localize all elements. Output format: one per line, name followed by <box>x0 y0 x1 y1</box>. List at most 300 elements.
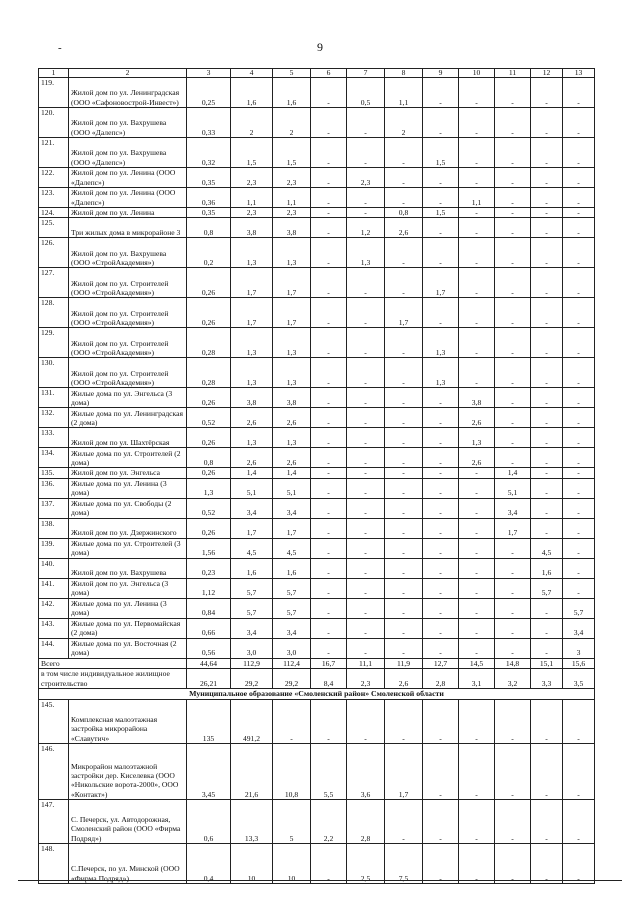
row-description: Жилой дом по ул. Строителей (ООО «СтройАкадемия») <box>69 358 187 388</box>
row-value: 1,3 <box>459 428 495 448</box>
row-value: 13,3 <box>231 799 273 843</box>
row-value: 1,56 <box>187 538 231 558</box>
row-value: - <box>495 388 531 408</box>
row-value: 3,4 <box>273 498 311 518</box>
row-value: 2,6 <box>273 408 311 428</box>
row-number: 140. <box>39 558 69 578</box>
column-header: 12 <box>531 69 563 78</box>
table-row <box>39 638 595 658</box>
totals-row <box>39 668 595 688</box>
row-value: - <box>423 298 459 328</box>
row-value: - <box>385 168 423 188</box>
row-value: 3,8 <box>273 218 311 238</box>
row-value: 0,26 <box>187 468 231 478</box>
row-value: - <box>495 428 531 448</box>
table-row <box>39 558 595 578</box>
row-value: - <box>563 268 595 298</box>
row-value: 0,66 <box>187 618 231 638</box>
row-value: - <box>495 538 531 558</box>
row-value: 1,6 <box>273 78 311 108</box>
totals-value: 11,9 <box>385 658 423 668</box>
row-value: 1,5 <box>423 138 459 168</box>
row-value: - <box>495 558 531 578</box>
row-value: - <box>495 218 531 238</box>
row-number: 139. <box>39 538 69 558</box>
table-row <box>39 188 595 208</box>
row-value: 2,3 <box>231 208 273 218</box>
row-value: - <box>347 468 385 478</box>
row-value: 1,6 <box>531 558 563 578</box>
table-row <box>39 138 595 168</box>
row-value: - <box>311 208 347 218</box>
row-value: - <box>563 518 595 538</box>
row-value: 3,4 <box>563 618 595 638</box>
row-value: - <box>385 448 423 468</box>
row-value: - <box>563 388 595 408</box>
row-value: - <box>563 138 595 168</box>
row-description: Жилой дом по ул. Ленина <box>69 208 187 218</box>
row-value: 2,6 <box>231 448 273 468</box>
row-value: - <box>563 498 595 518</box>
totals-value: 2,3 <box>347 668 385 688</box>
row-value: - <box>563 328 595 358</box>
row-value: 5,7 <box>273 578 311 598</box>
row-value: 10 <box>273 843 311 883</box>
row-value: - <box>311 478 347 498</box>
row-value: - <box>495 328 531 358</box>
row-value: - <box>531 518 563 538</box>
table-row <box>39 468 595 478</box>
table-row <box>39 478 595 498</box>
row-value: - <box>311 843 347 883</box>
row-value: - <box>311 218 347 238</box>
row-value: - <box>347 298 385 328</box>
row-value: - <box>311 188 347 208</box>
row-value: 1,3 <box>231 328 273 358</box>
row-value: 1,3 <box>273 328 311 358</box>
table-row <box>39 328 595 358</box>
row-value: 2,3 <box>273 208 311 218</box>
row-number: 127. <box>39 268 69 298</box>
totals-value: 14,5 <box>459 658 495 668</box>
row-value: - <box>347 108 385 138</box>
row-value: 0,52 <box>187 498 231 518</box>
row-value: 1,7 <box>385 298 423 328</box>
totals-value: 112,9 <box>231 658 273 668</box>
row-value: - <box>459 208 495 218</box>
row-value: - <box>563 578 595 598</box>
row-number: 123. <box>39 188 69 208</box>
totals-label: Всего <box>39 658 187 668</box>
totals-value: 11,1 <box>347 658 385 668</box>
row-value: - <box>385 598 423 618</box>
row-number: 133. <box>39 428 69 448</box>
row-value: 3,8 <box>231 388 273 408</box>
row-value: - <box>347 358 385 388</box>
row-value: - <box>347 208 385 218</box>
row-value: - <box>459 558 495 578</box>
row-value: - <box>531 328 563 358</box>
row-value: - <box>423 108 459 138</box>
row-value: - <box>311 328 347 358</box>
row-value: - <box>563 78 595 108</box>
column-header: 3 <box>187 69 231 78</box>
row-value: - <box>459 138 495 168</box>
totals-value: 16,7 <box>311 658 347 668</box>
row-description: Жилой дом по ул. Строителей (ООО «СтройАкадемия») <box>69 268 187 298</box>
row-value: 1,5 <box>231 138 273 168</box>
row-description: Жилые дома по ул. Ленина (3 дома) <box>69 478 187 498</box>
row-value: - <box>347 328 385 358</box>
row-description: Жилые дома по ул. Первомайская (2 дома) <box>69 618 187 638</box>
row-value: - <box>423 638 459 658</box>
footer-rule <box>18 880 622 881</box>
row-value: - <box>459 78 495 108</box>
row-value: - <box>347 699 385 743</box>
column-header: 13 <box>563 69 595 78</box>
table-row <box>39 598 595 618</box>
row-value: 0,84 <box>187 598 231 618</box>
row-value: 0,26 <box>187 518 231 538</box>
row-value: - <box>563 298 595 328</box>
row-value: - <box>531 478 563 498</box>
row-value: - <box>311 358 347 388</box>
row-value: - <box>347 538 385 558</box>
row-value: - <box>423 538 459 558</box>
row-value: - <box>423 743 459 799</box>
row-value: - <box>531 618 563 638</box>
row-value: 5,7 <box>273 598 311 618</box>
table-row <box>39 218 595 238</box>
row-value: - <box>563 468 595 478</box>
row-value: 3,6 <box>347 743 385 799</box>
row-value: 0,8 <box>385 208 423 218</box>
row-value: - <box>423 188 459 208</box>
row-value: 1,3 <box>273 428 311 448</box>
row-value: - <box>495 108 531 138</box>
row-value: - <box>459 578 495 598</box>
row-value: 0,36 <box>187 188 231 208</box>
row-description: Жилые дома по ул. Строителей (3 дома) <box>69 538 187 558</box>
row-description: Жилой дом по ул. Вахрушева (ООО «СтройАкадемия») <box>69 238 187 268</box>
row-number: 134. <box>39 448 69 468</box>
row-value: 1,7 <box>273 518 311 538</box>
row-value: - <box>531 238 563 268</box>
row-value: - <box>423 558 459 578</box>
row-value: - <box>423 468 459 478</box>
row-value: 1,7 <box>273 268 311 298</box>
row-value: - <box>423 168 459 188</box>
row-value: - <box>385 498 423 518</box>
row-value: 7,5 <box>385 843 423 883</box>
totals-value: 2,6 <box>385 668 423 688</box>
row-value: 491,2 <box>231 699 273 743</box>
row-value: - <box>563 188 595 208</box>
row-value: 1,1 <box>385 78 423 108</box>
table-row <box>39 498 595 518</box>
row-value: - <box>311 468 347 478</box>
totals-label: в том числе индивидуальное жилищное строительство <box>39 668 187 688</box>
row-value: 0,6 <box>187 799 231 843</box>
row-value: - <box>563 799 595 843</box>
row-number: 142. <box>39 598 69 618</box>
row-value: 1,3 <box>347 238 385 268</box>
row-number: 144. <box>39 638 69 658</box>
row-value: 3,8 <box>231 218 273 238</box>
totals-value: 44,64 <box>187 658 231 668</box>
row-number: 135. <box>39 468 69 478</box>
row-value: 0,23 <box>187 558 231 578</box>
row-value: - <box>495 598 531 618</box>
row-value: 1,3 <box>423 358 459 388</box>
row-number: 141. <box>39 578 69 598</box>
row-value: - <box>495 843 531 883</box>
row-value: - <box>495 799 531 843</box>
row-value: - <box>459 298 495 328</box>
row-value: - <box>311 108 347 138</box>
row-value: 0,56 <box>187 638 231 658</box>
row-value: 2,6 <box>459 448 495 468</box>
row-value: - <box>531 218 563 238</box>
row-value: 1,5 <box>273 138 311 168</box>
row-value: 2 <box>273 108 311 138</box>
row-value: 3,4 <box>231 498 273 518</box>
row-value: - <box>385 358 423 388</box>
section-title: Муниципальное образование «Смоленский район» Смоленской области <box>39 688 595 699</box>
row-value: - <box>273 699 311 743</box>
row-value: 1,4 <box>231 468 273 478</box>
row-value: - <box>423 78 459 108</box>
row-value: - <box>563 168 595 188</box>
row-value: - <box>311 78 347 108</box>
row-value: - <box>347 618 385 638</box>
row-value: - <box>423 518 459 538</box>
totals-row <box>39 658 595 668</box>
row-value: - <box>531 208 563 218</box>
row-value: - <box>311 168 347 188</box>
row-value: - <box>531 843 563 883</box>
row-value: - <box>311 448 347 468</box>
row-value: 1,7 <box>273 298 311 328</box>
row-value: - <box>459 498 495 518</box>
row-value: 10 <box>231 843 273 883</box>
column-header: 5 <box>273 69 311 78</box>
row-number: 128. <box>39 298 69 328</box>
row-number: 119. <box>39 78 69 108</box>
row-value: - <box>495 578 531 598</box>
row-value: 135 <box>187 699 231 743</box>
row-value: - <box>311 238 347 268</box>
data-table <box>38 68 595 884</box>
row-value: - <box>459 743 495 799</box>
row-value: - <box>311 578 347 598</box>
row-value: - <box>423 448 459 468</box>
row-value: 0,26 <box>187 428 231 448</box>
row-value: - <box>563 448 595 468</box>
row-value: - <box>531 298 563 328</box>
row-value: - <box>311 268 347 298</box>
row-value: - <box>495 699 531 743</box>
row-description: Жилой дом по ул. Вахрушева (ООО «Далепс») <box>69 138 187 168</box>
row-value: - <box>495 268 531 298</box>
row-number: 122. <box>39 168 69 188</box>
row-number: 121. <box>39 138 69 168</box>
row-value: - <box>423 218 459 238</box>
row-value: - <box>459 358 495 388</box>
row-value: 5 <box>273 799 311 843</box>
row-number: 126. <box>39 238 69 268</box>
row-value: - <box>385 238 423 268</box>
row-value: - <box>423 598 459 618</box>
row-number: 131. <box>39 388 69 408</box>
row-value: - <box>459 699 495 743</box>
row-value: - <box>495 168 531 188</box>
row-value: 2 <box>385 108 423 138</box>
row-description: Комплексная малоэтажная застройка микрорайона «Славутич» <box>69 699 187 743</box>
row-value: 21,6 <box>231 743 273 799</box>
row-value: 3,4 <box>273 618 311 638</box>
row-value: 0,26 <box>187 388 231 408</box>
table-row <box>39 538 595 558</box>
row-value: - <box>385 428 423 448</box>
row-value: 1,1 <box>459 188 495 208</box>
row-description: Жилой дом по ул. Дзержинского <box>69 518 187 538</box>
row-value: - <box>423 408 459 428</box>
row-value: - <box>495 188 531 208</box>
table-row <box>39 268 595 298</box>
row-value: - <box>347 518 385 538</box>
table-row <box>39 618 595 638</box>
table-row <box>39 448 595 468</box>
row-value: 10,8 <box>273 743 311 799</box>
totals-value: 3,1 <box>459 668 495 688</box>
row-value: - <box>385 518 423 538</box>
row-value: 2,3 <box>347 168 385 188</box>
row-value: - <box>459 799 495 843</box>
row-number: 120. <box>39 108 69 138</box>
row-value: - <box>423 498 459 518</box>
row-description: С. Печерск, ул. Автодорожная, Смоленский район (ООО «Фирма Подряд») <box>69 799 187 843</box>
row-value: - <box>531 388 563 408</box>
row-value: - <box>347 578 385 598</box>
row-value: - <box>459 518 495 538</box>
row-value: - <box>423 428 459 448</box>
row-value: - <box>423 478 459 498</box>
totals-value: 3,5 <box>563 668 595 688</box>
row-value: 0,8 <box>187 218 231 238</box>
column-header: 6 <box>311 69 347 78</box>
table-row <box>39 799 595 843</box>
row-value: - <box>347 188 385 208</box>
row-value: 1,1 <box>273 188 311 208</box>
table-row <box>39 298 595 328</box>
row-value: 3,0 <box>273 638 311 658</box>
row-value: - <box>423 618 459 638</box>
row-value: - <box>311 388 347 408</box>
row-value: - <box>311 408 347 428</box>
row-value: - <box>385 799 423 843</box>
row-value: 1,7 <box>231 518 273 538</box>
column-header: 8 <box>385 69 423 78</box>
row-value: - <box>311 498 347 518</box>
row-number: 125. <box>39 218 69 238</box>
table-row <box>39 78 595 108</box>
row-value: - <box>495 78 531 108</box>
row-value: - <box>531 408 563 428</box>
table-row <box>39 743 595 799</box>
row-value: - <box>563 538 595 558</box>
row-value: - <box>531 498 563 518</box>
row-value: 2 <box>231 108 273 138</box>
row-value: - <box>495 238 531 268</box>
row-value: 1,6 <box>231 558 273 578</box>
row-value: - <box>563 558 595 578</box>
row-description: Жилой дом по ул. Ленина (ООО «Далепс») <box>69 168 187 188</box>
row-value: - <box>423 388 459 408</box>
column-header: 2 <box>69 69 187 78</box>
row-value: 0,4 <box>187 843 231 883</box>
row-value: 2,5 <box>347 843 385 883</box>
row-value: - <box>459 108 495 138</box>
row-number: 147. <box>39 799 69 843</box>
row-value: - <box>459 468 495 478</box>
row-value: 3,45 <box>187 743 231 799</box>
row-value: 4,5 <box>273 538 311 558</box>
row-description: Жилой дом по ул. Энгельса <box>69 468 187 478</box>
row-description: Жилые дома по ул. Восточная (2 дома) <box>69 638 187 658</box>
row-description: Жилой дом по ул. Ленинградская (ООО «Сафоновострой-Инвест») <box>69 78 187 108</box>
row-value: - <box>347 138 385 168</box>
column-header: 11 <box>495 69 531 78</box>
row-value: - <box>385 328 423 358</box>
row-value: - <box>347 498 385 518</box>
row-value: - <box>385 268 423 298</box>
row-value: - <box>563 208 595 218</box>
table-row <box>39 108 595 138</box>
row-value: - <box>459 598 495 618</box>
row-value: 1,7 <box>231 268 273 298</box>
row-value: - <box>423 699 459 743</box>
row-value: 0,33 <box>187 108 231 138</box>
row-value: 1,3 <box>231 428 273 448</box>
row-value: - <box>385 578 423 598</box>
row-value: 4,5 <box>231 538 273 558</box>
row-value: 1,3 <box>187 478 231 498</box>
row-value: - <box>311 699 347 743</box>
row-value: - <box>385 618 423 638</box>
row-value: 1,5 <box>423 208 459 218</box>
row-value: - <box>347 268 385 298</box>
table-row <box>39 843 595 883</box>
row-value: - <box>531 799 563 843</box>
row-value: - <box>311 428 347 448</box>
row-value: 1,3 <box>273 238 311 268</box>
row-value: 5,7 <box>231 598 273 618</box>
row-number: 137. <box>39 498 69 518</box>
row-value: - <box>459 268 495 298</box>
row-value: 5,1 <box>231 478 273 498</box>
row-description: Микрорайон малоэтажной застройки дер. Киселевка (ООО «Никольские ворота-2000», ООО «Контакт») <box>69 743 187 799</box>
totals-value: 112,4 <box>273 658 311 668</box>
row-value: - <box>531 743 563 799</box>
row-value: - <box>385 408 423 428</box>
row-number: 130. <box>39 358 69 388</box>
row-value: 2,6 <box>273 448 311 468</box>
row-value: 2,3 <box>273 168 311 188</box>
totals-value: 26,21 <box>187 668 231 688</box>
totals-value: 14,8 <box>495 658 531 668</box>
totals-value: 15,1 <box>531 658 563 668</box>
